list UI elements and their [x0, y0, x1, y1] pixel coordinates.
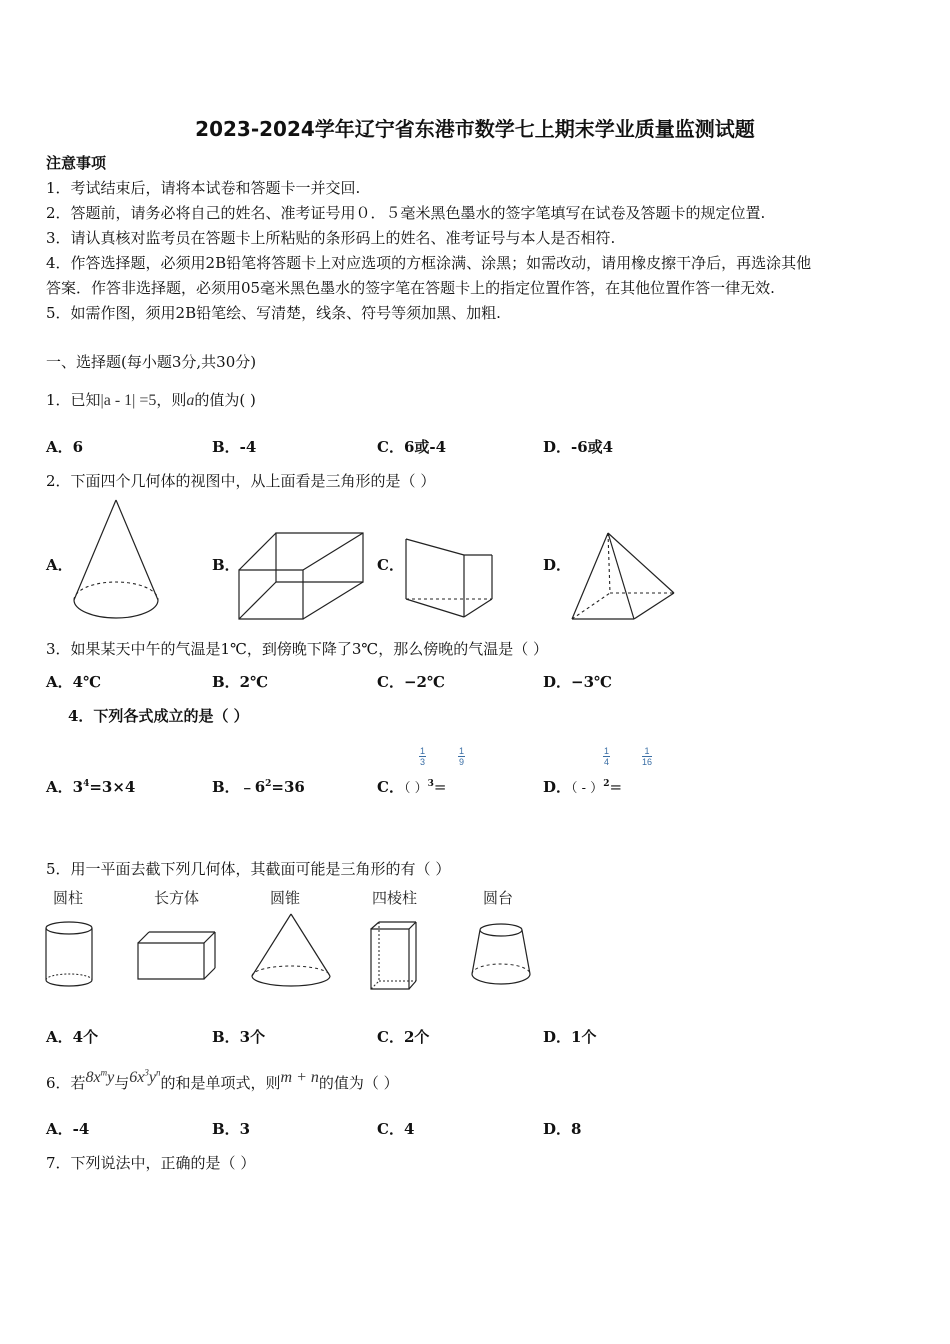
q4-option-d[interactable]: [543, 776, 622, 797]
page-title: 2023-2024学年辽宁省东港市数学七上期末学业质量监测试题: [195, 117, 755, 141]
q5-option-d[interactable]: D．1个: [543, 1028, 597, 1046]
q4-option-b[interactable]: [212, 776, 305, 797]
q4-d-fraction-left: $\frac{1}{4}$: [604, 746, 610, 767]
quadrangular-prism-figure: [370, 921, 418, 991]
question-1: [46, 389, 256, 410]
q3-option-b[interactable]: B．2℃: [212, 673, 269, 691]
question-6: [46, 1067, 399, 1093]
cylinder-figure: [44, 920, 94, 988]
q4-b-rest: =36: [271, 778, 305, 796]
q4-c-label: C．: [377, 778, 404, 796]
q6-term-2: $6x^3y^n$: [129, 1067, 161, 1086]
q4-b-label: B．: [212, 778, 240, 796]
q5-option-a[interactable]: A．4个: [46, 1028, 99, 1046]
q3-option-a[interactable]: A．4℃: [46, 673, 102, 691]
q4-d-exponent: 2: [603, 779, 610, 789]
notice-heading: 注意事项: [46, 154, 107, 172]
q4-c-fraction-right: $\frac{1}{9}$: [459, 746, 465, 767]
notice-item: 1．考试结束后，请将本试卷和答题卡一并交回.: [46, 179, 361, 197]
q3-option-c[interactable]: C．−2℃: [377, 673, 445, 691]
notice-item: 答案．作答非选择题，必须用05毫米黑色墨水的签字笔在答题卡上的指定位置作答，在其他位置作答一律无效.: [46, 279, 775, 297]
question-3: 3．如果某天中午的气温是1℃，到傍晚下降了3℃，那么傍晚的气温是（ ）: [46, 640, 548, 658]
q5-option-b[interactable]: B．3个: [212, 1028, 266, 1046]
shape-label-frustum: 圆台: [483, 889, 514, 907]
q1-expression: |a - 1| =5: [100, 392, 157, 409]
q4-d-body: （ - ）: [571, 781, 604, 796]
q6-option-a[interactable]: A．-4: [46, 1120, 90, 1138]
q6-option-c[interactable]: C．4: [377, 1120, 415, 1138]
shape-label-cylinder: 圆柱: [53, 889, 84, 907]
q1-variable: a: [186, 392, 195, 409]
shape-label-cone: 圆锥: [270, 889, 301, 907]
q4-b-base: ﹣6: [239, 778, 266, 796]
q6-option-d[interactable]: D．8: [543, 1120, 582, 1138]
notice-item: 4．作答选择题，必须用2B铅笔将答题卡上对应选项的方框涂满、涂黑；如需改动，请用橡皮擦干净后，再选涂其他: [46, 254, 812, 272]
cone-figure: [70, 498, 162, 622]
q4-d-fraction-right: $\frac{1}{16}$: [642, 746, 653, 767]
small-cone-figure: [250, 912, 332, 990]
q4-a-label: A．: [46, 778, 73, 796]
q1-option-d[interactable]: D．-6或4: [543, 438, 614, 456]
q1-prefix: 1．已知: [46, 391, 101, 409]
q4-a-base: 3: [72, 778, 84, 796]
q4-c-body: （ ）: [403, 781, 428, 796]
frustum-figure: [470, 922, 532, 988]
triangular-prism-figure: [404, 537, 496, 621]
question-7: 7．下列说法中，正确的是（ ）: [46, 1154, 256, 1172]
q2-option-b[interactable]: B．: [212, 556, 240, 574]
q1-suffix: 的值为( ): [194, 391, 256, 409]
q6-mid: 与: [114, 1074, 130, 1092]
q2-option-d[interactable]: D．: [543, 556, 572, 574]
q4-a-rest: =3×4: [89, 778, 136, 796]
q4-b-exponent: 2: [265, 779, 272, 789]
q4-option-a[interactable]: [46, 776, 135, 797]
cuboid-figure: [238, 532, 366, 622]
q6-prefix: 6．若: [46, 1074, 86, 1092]
q4-d-label: D．: [543, 778, 572, 796]
q6-mid-2: 的和是单项式，则: [160, 1074, 281, 1092]
q3-option-d[interactable]: D．−3℃: [543, 673, 612, 691]
q4-c-fraction-left: $\frac{1}{3}$: [420, 746, 426, 767]
q2-option-c[interactable]: C．: [377, 556, 404, 574]
notice-item: 5．如需作图，须用2B铅笔绘、写清楚，线条、符号等须加黑、加粗.: [46, 304, 501, 322]
question-4: 4．下列各式成立的是（ ）: [68, 707, 249, 725]
q6-expression: m + n: [280, 1069, 319, 1086]
q6-term-1: $8x^my$: [85, 1067, 115, 1086]
q1-mid: ，则: [156, 391, 187, 409]
q4-d-rest: =: [609, 778, 623, 796]
q2-option-a[interactable]: A．: [46, 556, 73, 574]
q6-suffix: 的值为（ ）: [318, 1074, 399, 1092]
shape-label-quadrangular-prism: 四棱柱: [372, 889, 418, 907]
q4-option-c[interactable]: [377, 776, 446, 797]
q4-c-exponent: 3: [427, 779, 434, 789]
q5-option-c[interactable]: C．2个: [377, 1028, 430, 1046]
notice-item: 3．请认真核对监考员在答题卡上所粘贴的条形码上的姓名、准考证号与本人是否相符.: [46, 229, 616, 247]
notice-item: 2．答题前，请务必将自己的姓名、准考证号用０．５毫米黑色墨水的签字笔填写在试卷及答题卡的规定位置.: [46, 204, 766, 222]
box-figure: [137, 931, 217, 981]
q4-c-rest: =: [433, 778, 447, 796]
question-5: 5．用一平面去截下列几何体，其截面可能是三角形的有（ ）: [46, 860, 451, 878]
pyramid-figure: [570, 531, 676, 623]
q1-option-a[interactable]: A．6: [46, 438, 84, 456]
shape-label-cuboid: 长方体: [154, 889, 200, 907]
q4-a-exponent: 4: [83, 779, 90, 789]
section-heading: 一、选择题(每小题3分,共30分): [46, 353, 257, 371]
q1-option-c[interactable]: C．6或-4: [377, 438, 447, 456]
q6-option-b[interactable]: B．3: [212, 1120, 251, 1138]
question-2: 2．下面四个几何体的视图中，从上面看是三角形的是（ ）: [46, 472, 436, 490]
q1-option-b[interactable]: B．-4: [212, 438, 257, 456]
